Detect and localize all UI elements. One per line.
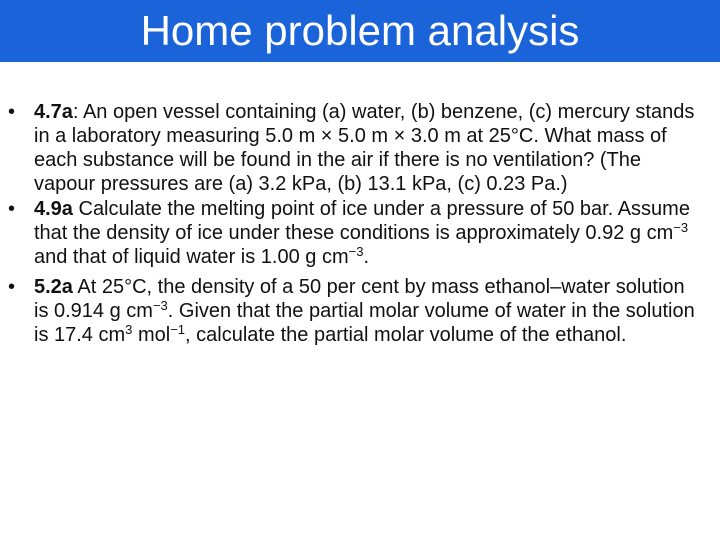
list-item <box>8 100 700 196</box>
problem-text: mol <box>132 324 171 346</box>
page-title: Home problem analysis <box>140 7 580 54</box>
problem-list <box>8 100 700 348</box>
superscript: −3 <box>348 244 364 259</box>
list-item <box>8 275 700 347</box>
list-item <box>8 197 700 269</box>
problem-text: : An open vessel containing (a) water, (b) benzene, (c) mercury stands in a laboratory measuring 5.0 m × 5.0 m × 3.0 m at 25°C. What mass of each substance will be found in the air if there is no ventilation? (The vapour pressures are (a) 3.2 kPa, (b) 13.1 kPa, (c) 0.23 Pa.) <box>34 101 695 195</box>
bullet-icon: • <box>8 198 16 220</box>
bullet-icon: • <box>8 276 16 298</box>
problem-text: . Given that the partial molar volume of water in the solution is 17.4 cm <box>34 300 695 346</box>
problem-text: At 25°C, the density of a 50 per cent by mass ethanol–water solution is 0.914 g cm <box>34 276 685 322</box>
superscript: −1 <box>170 322 186 337</box>
problem-text: and that of liquid water is 1.00 g cm <box>34 246 349 268</box>
superscript: −3 <box>673 220 689 235</box>
bullet-icon: • <box>8 101 16 123</box>
problem-number: 4.7a <box>34 101 73 123</box>
superscript: −3 <box>152 298 168 313</box>
problem-text: , calculate the partial molar volume of the ethanol. <box>185 324 627 346</box>
problem-number: 4.9a <box>34 198 73 220</box>
problem-number: 5.2a <box>34 276 73 298</box>
problem-text: Calculate the melting point of ice under a pressure of 50 bar. Assume that the density of ice under these conditions is approximately 0.92 g cm <box>34 198 690 244</box>
superscript: 3 <box>125 322 133 337</box>
problem-text: . <box>363 246 370 268</box>
